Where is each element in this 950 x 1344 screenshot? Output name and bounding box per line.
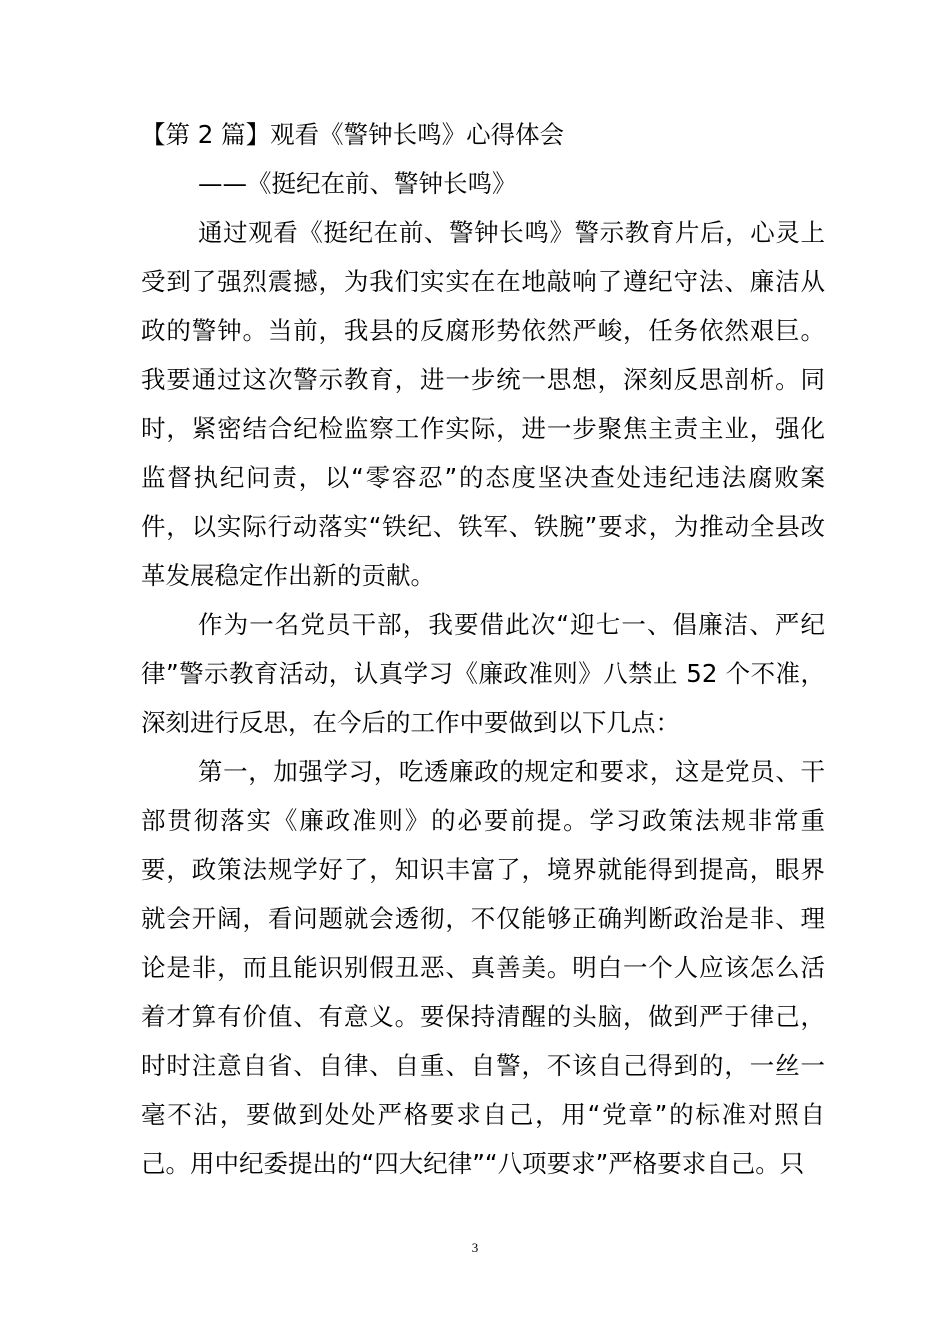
document-subtitle: ——《挺纪在前、警钟长鸣》 [198, 169, 517, 198]
paragraph-3: 第一，加强学习，吃透廉政的规定和要求，这是党员、干部贯彻落实《廉政准则》的必要前提。学习政策法规非常重要，政策法规学好了，知识丰富了，境界就能得到提高，眼界就会开阔，看问题就会透彻，不仅能够正确判断政治是非、理论是非，而且能识别假丑恶、真善美。明白一个人应该怎么活着才算有价值、有意义。要保持清醒的头脑，做到严于律己，时时注意自省、自律、自重、自警，不该自己得到的，一丝一毫不沾，要做到处处严格要求自己，用“党章”的标准对照自己。用中纪委提出的“四大纪律”“八项要求”严格要求自己。只 [141, 757, 825, 1178]
paragraph-2: 作为一名党员干部，我要借此次“迎七一、倡廉洁、严纪律”警示教育活动，认真学习《廉政准则》八禁止 52 个不准，深刻进行反思，在今后的工作中要做到以下几点： [141, 610, 825, 737]
document-title: 【第 2 篇】观看《警钟长鸣》心得体会 [141, 120, 565, 149]
paragraph-1: 通过观看《挺纪在前、警钟长鸣》警示教育片后，心灵上受到了强烈震撼，为我们实实在在地敲响了遵纪守法、廉洁从政的警钟。当前，我县的反腐形势依然严峻，任务依然艰巨。我要通过这次警示教育，进一步统一思想，深刻反思剖析。同时，紧密结合纪检监察工作实际，进一步聚焦主责主业，强化监督执纪问责，以“零容忍”的态度坚决查处违纪违法腐败案件，以实际行动落实“铁纪、铁军、铁腕”要求，为推动全县改革发展稳定作出新的贡献。 [141, 218, 825, 590]
page-number: 3 [471, 1240, 479, 1255]
document-body [141, 110, 825, 1188]
